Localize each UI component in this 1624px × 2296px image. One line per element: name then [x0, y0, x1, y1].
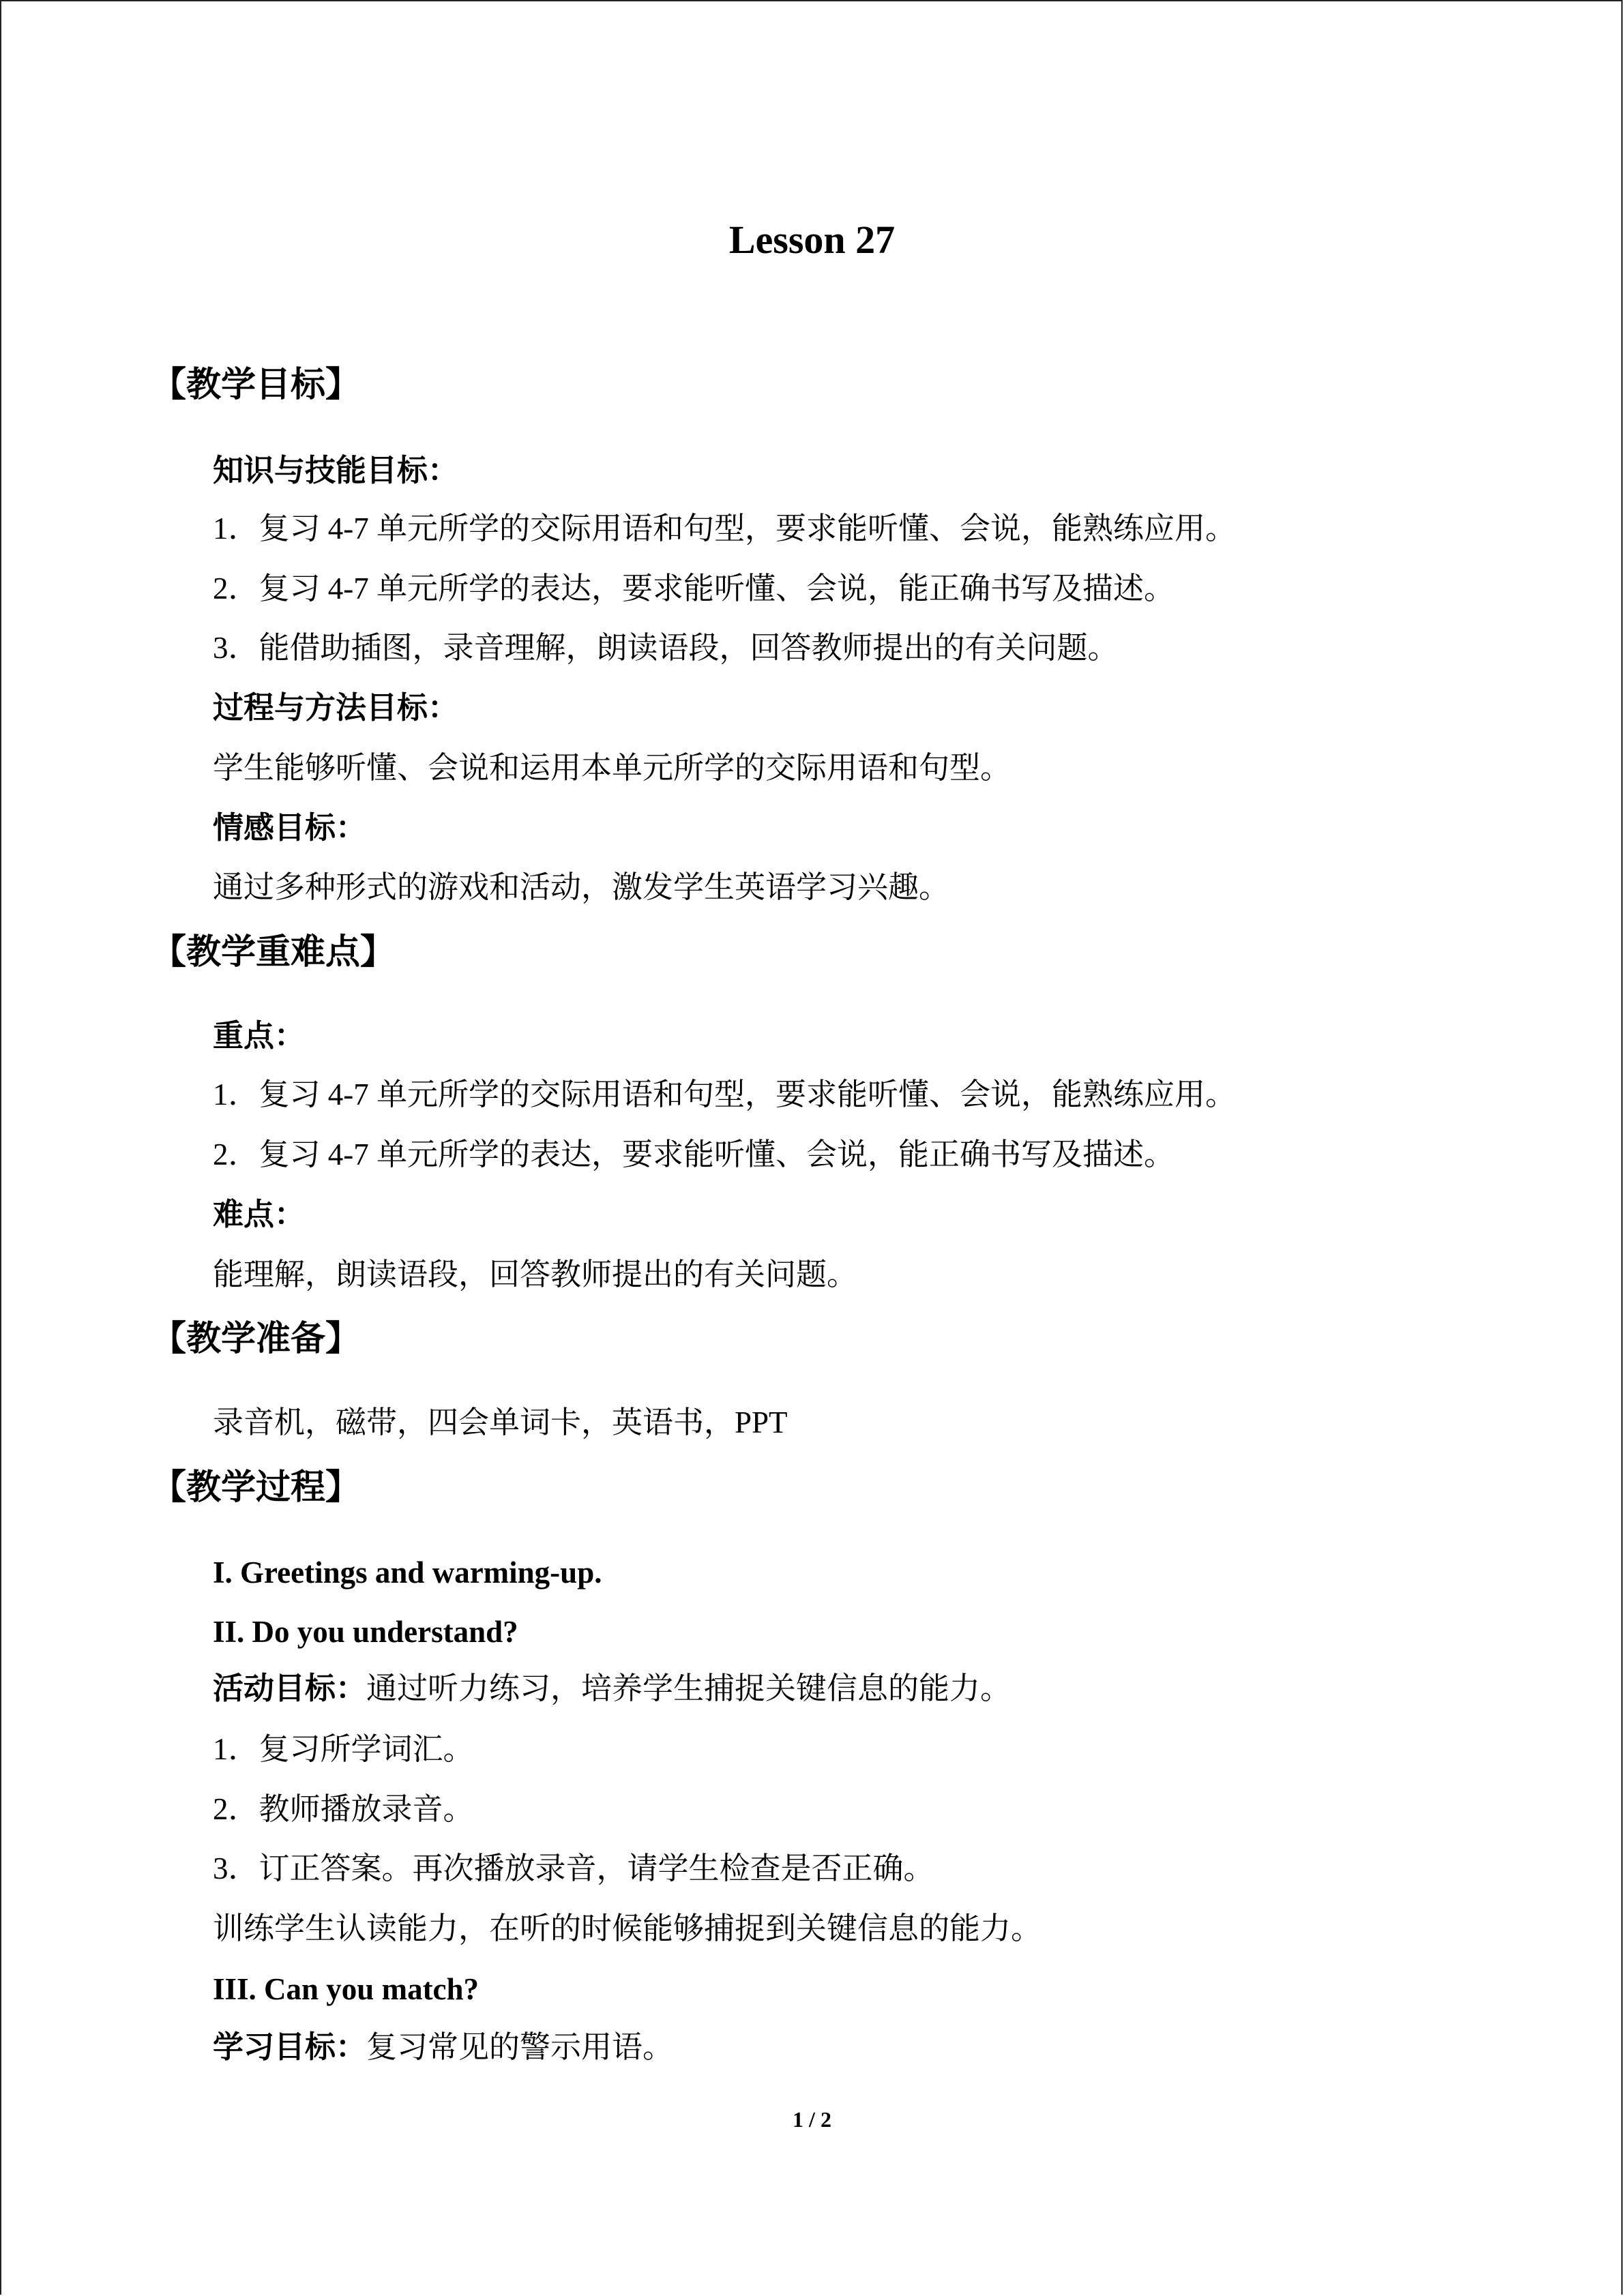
step-2-note: 训练学生认读能力，在听的时候能够捕捉到关键信息的能力。: [213, 1911, 1042, 1945]
step-2-title: II. Do you understand?: [213, 1615, 518, 1649]
learning-objective: [213, 2026, 673, 2068]
page-title: Lesson 27: [728, 218, 896, 262]
knowledge-label: 知识与技能目标：: [213, 453, 459, 488]
section-heading-objectives: 【教学目标】: [151, 366, 361, 404]
preparation-text: 录音机，磁带，四会单词卡，英语书，PPT: [213, 1405, 788, 1440]
emotion-text: 通过多种形式的游戏和活动，激发学生英语学习兴趣。: [213, 870, 950, 904]
process-text: 学生能够听懂、会说和运用本单元所学的交际用语和句型。: [213, 751, 1012, 785]
process-label: 过程与方法目标：: [213, 691, 459, 725]
emotion-label: 情感目标：: [213, 811, 367, 845]
key-item-1: 1．复习 4-7 单元所学的交际用语和句型，要求能听懂、会说，能熟练应用。: [213, 1077, 1236, 1112]
knowledge-item-3: 3．能借助插图，录音理解，朗读语段，回答教师提出的有关问题。: [213, 631, 1119, 665]
step-3-title: III. Can you match?: [213, 1972, 479, 2006]
knowledge-item-1: 1．复习 4-7 单元所学的交际用语和句型，要求能听懂、会说，能熟练应用。: [213, 511, 1236, 546]
key-label: 重点：: [213, 1019, 306, 1053]
activity-label: 活动目标：: [213, 1671, 367, 1705]
section-heading-process: 【教学过程】: [151, 1469, 361, 1507]
knowledge-item-2: 2．复习 4-7 单元所学的表达，要求能听懂、会说，能正确书写及描述。: [213, 571, 1175, 606]
activity-text: 通过听力练习，培养学生捕捉关键信息的能力。: [366, 1671, 1012, 1705]
key-item-2: 2．复习 4-7 单元所学的表达，要求能听懂、会说，能正确书写及描述。: [213, 1137, 1175, 1172]
learning-label: 学习目标：: [213, 2030, 367, 2064]
step-2-item-1: 1．复习所学词汇。: [213, 1732, 474, 1766]
difficult-label: 难点：: [213, 1197, 306, 1232]
activity-objective: [213, 1667, 1011, 1710]
step-2-item-3: 3．订正答案。再次播放录音，请学生检查是否正确。: [213, 1851, 934, 1885]
step-1-title: I. Greetings and warming-up.: [213, 1555, 602, 1590]
difficult-text: 能理解，朗读语段，回答教师提出的有关问题。: [213, 1257, 858, 1292]
page-number: 1 / 2: [793, 2107, 831, 2132]
learning-text: 复习常见的警示用语。: [366, 2030, 674, 2064]
step-2-item-2: 2．教师播放录音。: [213, 1792, 474, 1826]
section-heading-key-points: 【教学重难点】: [151, 934, 396, 972]
section-heading-preparation: 【教学准备】: [151, 1320, 361, 1358]
